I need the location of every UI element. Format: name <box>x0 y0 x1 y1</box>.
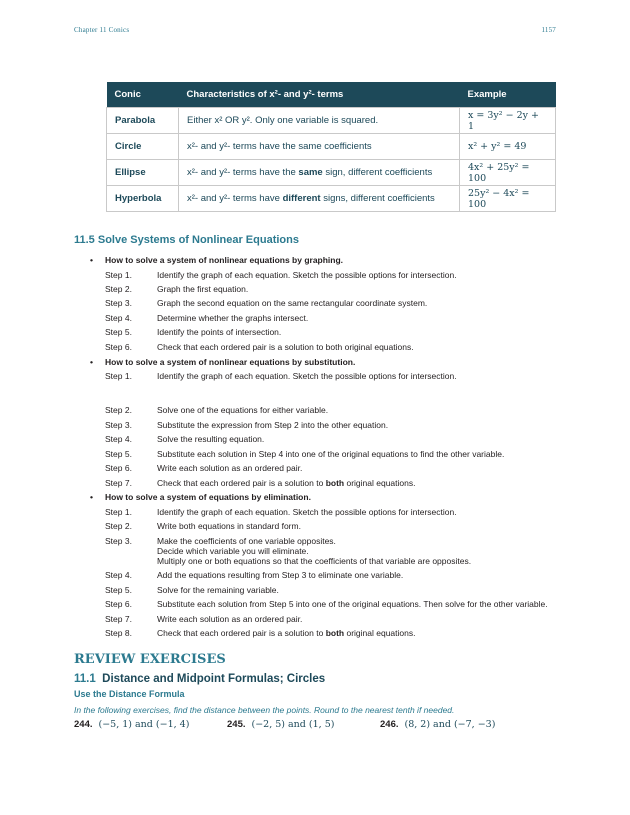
conic-name: Parabola <box>107 108 179 134</box>
bullet-elimination: • How to solve a system of equations by elimination. <box>92 492 311 502</box>
step-item: Step 4. Determine whether the graphs intersect. <box>105 313 309 323</box>
desc-emphasis: same <box>298 167 323 178</box>
conic-example: x = 3y² − 2y + 1 <box>460 108 556 134</box>
page-number: 1157 <box>541 26 556 34</box>
step-item: Step 8. Check that each ordered pair is a solution to both original equations. <box>105 628 416 638</box>
subsection-title: 11.1 Distance and Midpoint Formulas; Circles <box>74 673 326 685</box>
col-header-conic: Conic <box>107 82 179 108</box>
step-item: Step 2. Graph the first equation. <box>105 284 249 294</box>
desc-text: x²- and y²- terms have the <box>187 167 299 178</box>
conic-example: x² + y² = 49 <box>460 134 556 160</box>
conics-summary-table <box>106 82 556 212</box>
step-item: Step 3. Graph the second equation on the same rectangular coordinate system. <box>105 298 428 308</box>
running-header-chapter: Chapter 11 Conics <box>74 26 130 34</box>
conic-description: Either x² OR y². Only one variable is squared. <box>179 108 460 134</box>
exercise-item: 246. (8, 2) and (−7, −3) <box>380 719 496 730</box>
col-header-characteristics: Characteristics of x²- and y²- terms <box>179 82 460 108</box>
table-row <box>107 160 556 186</box>
conic-name: Ellipse <box>107 160 179 186</box>
desc-text: signs, different coefficients <box>320 193 435 204</box>
conic-description <box>179 186 460 212</box>
bullet-substitution: • How to solve a system of nonlinear equations by substitution. <box>92 357 355 367</box>
step-item: Step 3. Substitute the expression from Step 2 into the other equation. <box>105 420 389 430</box>
topic-heading: Use the Distance Formula <box>74 689 185 699</box>
desc-text: x²- and y²- terms have <box>187 193 283 204</box>
step-item: Step 6. Check that each ordered pair is a solution to both original equations. <box>105 342 414 352</box>
table-header-row <box>107 82 556 108</box>
table-row <box>107 186 556 212</box>
step-item: Step 2. Solve one of the equations for either variable. <box>105 405 329 415</box>
conic-example: 4x² + 25y² = 100 <box>460 160 556 186</box>
conic-example: 25y² − 4x² = 100 <box>460 186 556 212</box>
table-row <box>107 108 556 134</box>
step-item: Step 6. Write each solution as an ordered pair. <box>105 463 303 473</box>
exercise-item: 244. (−5, 1) and (−1, 4) <box>74 719 190 730</box>
section-title: 11.5 Solve Systems of Nonlinear Equations <box>74 234 299 246</box>
step-item: Step 4. Solve the resulting equation. <box>105 434 265 444</box>
step-item: Step 1. Identify the graph of each equation. Sketch the possible options for intersection. <box>105 371 457 381</box>
step-item: Step 4. Add the equations resulting from Step 3 to eliminate one variable. <box>105 570 404 580</box>
conic-description: x²- and y²- terms have the same coefficients <box>179 134 460 160</box>
conic-name: Hyperbola <box>107 186 179 212</box>
conic-name: Circle <box>107 134 179 160</box>
step-item: Step 1. Identify the graph of each equation. Sketch the possible options for intersection. <box>105 507 457 517</box>
step-item: Step 5. Identify the points of intersection. <box>105 327 282 337</box>
step-item: Step 1. Identify the graph of each equation. Sketch the possible options for intersection. <box>105 270 457 280</box>
desc-text: sign, different coefficients <box>322 167 433 178</box>
conic-description <box>179 160 460 186</box>
review-exercises-heading: REVIEW EXERCISES <box>74 652 226 667</box>
exercise-instructions: In the following exercises, find the distance between the points. Round to the nearest tenth if needed. <box>74 705 455 715</box>
step-item: Step 5. Substitute each solution in Step 4 into one of the original equations to find the other variable. <box>105 449 505 459</box>
desc-emphasis: different <box>282 193 321 204</box>
table-row <box>107 134 556 160</box>
exercise-item: 245. (−2, 5) and (1, 5) <box>227 719 335 730</box>
step-item: Step 6. Substitute each solution from Step 5 into one of the original equations. Then solve for the other variable. <box>105 599 548 609</box>
step-item: Step 5. Solve for the remaining variable. <box>105 585 279 595</box>
step-item: Step 2. Write both equations in standard form. <box>105 521 301 531</box>
col-header-example: Example <box>460 82 556 108</box>
step-item: Step 7. Check that each ordered pair is a solution to both original equations. <box>105 478 416 488</box>
bullet-graphing: • How to solve a system of nonlinear equations by graphing. <box>92 255 343 265</box>
step-item: Step 3. Make the coefficients of one variable opposites. <box>105 536 336 546</box>
step-item: Step 7. Write each solution as an ordered pair. <box>105 614 303 624</box>
